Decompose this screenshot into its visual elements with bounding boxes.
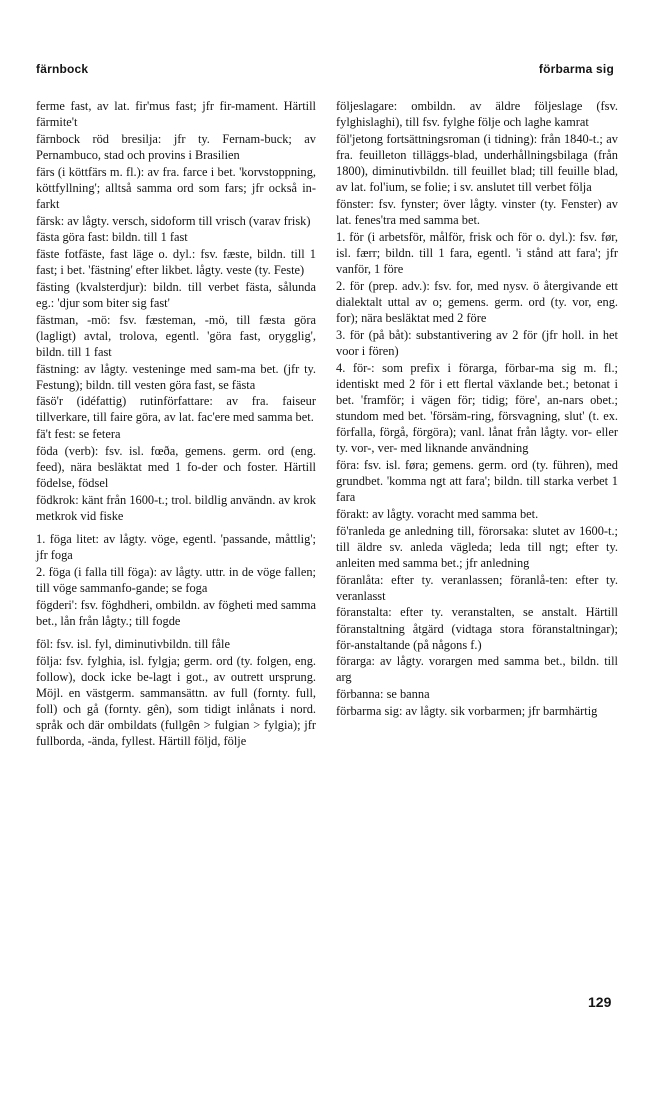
entry: förarga: av lågty. vorargen med samma bet., bildn. till arg (336, 654, 618, 685)
entry: färnbock röd bresilja: jfr ty. Fernam-buck; av Pernambuco, stad och provins i Brasilien (36, 131, 316, 162)
entry: föranstalta: efter ty. veranstalten, se anstalt. Härtill föranstaltning åtgärd (vidtaga stora föranstaltningar); för-anstaltande (på någons f.) (336, 605, 618, 652)
entry: 2. för (prep. adv.): fsv. for, med nysv. ö återgivande ett dialektalt uttal av o; gemens. germ. ord (ty. vor, eng. for); nära besläktat med 2 före (336, 278, 618, 326)
entry: ferme fast, av lat. fir'mus fast; jfr fir-mament. Härtill färmite't (36, 99, 316, 130)
entry: färs (i köttfärs m. fl.): av fra. farce i bet. 'korvstoppning, köttfyllning'; alltså samma ord som fars; jfr också in-farkt (36, 164, 316, 211)
entry: förbarma sig: av lågty. sik vorbarmen; jfr barmhärtig (336, 703, 598, 718)
entry: förakt: av lågty. voracht med samma bet. (336, 506, 539, 521)
entry: föda (verb): fsv. isl. fœða, gemens. germ. ord (eng. feed), nära besläktat med 1 fo-der och foster. Härtill födelse, födsel (36, 443, 316, 491)
running-head-left: färnbock (36, 62, 89, 76)
entry: fäsö'r (idéfattig) rutinförfattare: av fra. faiseur tillverkare, till faire göra, av lat. fac'ere med samma bet. (36, 394, 316, 425)
entry: 3. för (på båt): substantivering av 2 för (jfr holl. in het voor i fören) (336, 327, 618, 358)
entry: färsk: av lågty. versch, sidoform till vrisch (varav frisk) (36, 213, 311, 228)
entry: fä't fest: se fetera (36, 427, 121, 442)
entry: fäste fotfäste, fast läge o. dyl.: fsv. fæste, bildn. till 1 fast; i bet. 'fästning' efter likbet. lågty. veste (ty. Feste) (36, 246, 316, 278)
entry: fö'ranleda ge anledning till, förorsaka: slutet av 1600-t.; till äldre sv. anleda vägleda; leda till ngt; efter ty. anleiten med samma bet.; jfr anledning (336, 523, 618, 570)
entry: födkrok: känt från 1600-t.; trol. bildlig användn. av krok metkrok vid fiske (36, 492, 316, 523)
entry: fögderi': fsv. föghdheri, ombildn. av fögheti med samma bet., lån från lågty.; till fogde (36, 597, 316, 628)
entry: föra: fsv. isl. føra; gemens. germ. ord (ty. führen), med grundbet. 'komma ngt att fara'; bildn. till starka verbet 1 fara (336, 457, 618, 505)
entry: föl'jetong fortsättningsroman (i tidning): från 1840-t.; av fra. feuilleton tilläggs-blad, underhållningsbilaga (från 1800), diminutivbildn. till feuillet blad; till feuille blad, av lat. fol'ium, se folie; i sv. anslutet till verbet följa (336, 131, 618, 195)
entry: 4. för-: som prefix i förarga, förbar-ma sig m. fl.; identiskt med 2 för i ett flertal växlande bet.; betonat i bet. 'framför; i vägen för; tidig; före', an-nars obet.; stundom med bet. 'försäm-ring, försvagning, slut' (t. ex. förfalla, förgå, förgöra); vanl. lånat från lågty. vor- eller ty. vor-, ver- med liknande användning (336, 360, 618, 456)
entry: fästa göra fast: bildn. till 1 fast (36, 230, 188, 245)
entry: fästning: av lågty. vesteninge med sam-ma bet. (jfr ty. Festung); bildn. till vesten göra fast, se fästa (36, 361, 316, 392)
entry: följa: fsv. fylghia, isl. fylgja; germ. ord (ty. folgen, eng. follow), dock icke be-lagt i got., av outrett ursprung. Möjl. en västgerm. sammansättn. av full (fornty. full, foll) och gå (fornty. gên), som tidigt inlånats i nord. språk och där ombildats (fullgên > fulgian > fylgia); jfr fullborda, -ända, fyllest. Härtill följd, följe (36, 653, 316, 749)
entry: föl: fsv. isl. fyl, diminutivbildn. till fåle (36, 637, 230, 651)
entry: fästing (kvalsterdjur): bildn. till verbet fästa, sålunda eg.: 'djur som biter sig fast' (36, 279, 316, 310)
entry: följeslagare: ombildn. av äldre följeslage (fsv. fylghislaghi), till fsv. fylghe följe och laghe kamrat (336, 99, 618, 130)
running-head-right: förbarma sig (538, 62, 614, 76)
entry: 2. föga (i falla till föga): av lågty. uttr. in de vöge fallen; till vöge sammanfo-gande; se foga (36, 564, 316, 596)
entry: fönster: fsv. fynster; över lågty. vinster (ty. Fenster) av lat. fenes'tra med samma bet. (336, 196, 618, 228)
entry: förbanna: se banna (336, 687, 430, 702)
entry: fästman, -mö: fsv. fæsteman, -mö, till fæsta göra (lagligt) avtal, trolova, egentl. 'göra fast, orygglig', bildn. till 1 fast (36, 312, 316, 359)
page-number: 129 (588, 994, 612, 1010)
entry: 1. för (i arbetsför, målför, frisk och för o. dyl.): fsv. før, isl. færr; bildn. till 1 fara, egentl. 'i stånd att fara'; jfr vanför, 1 före (336, 229, 618, 277)
entry: 1. föga litet: av lågty. vöge, egentl. 'passande, måttlig'; jfr foga (36, 532, 316, 563)
right-column (336, 98, 618, 719)
entry: föranlåta: efter ty. veranlassen; föranlå-ten: efter ty. veranlasst (336, 572, 618, 603)
left-column (36, 98, 316, 750)
